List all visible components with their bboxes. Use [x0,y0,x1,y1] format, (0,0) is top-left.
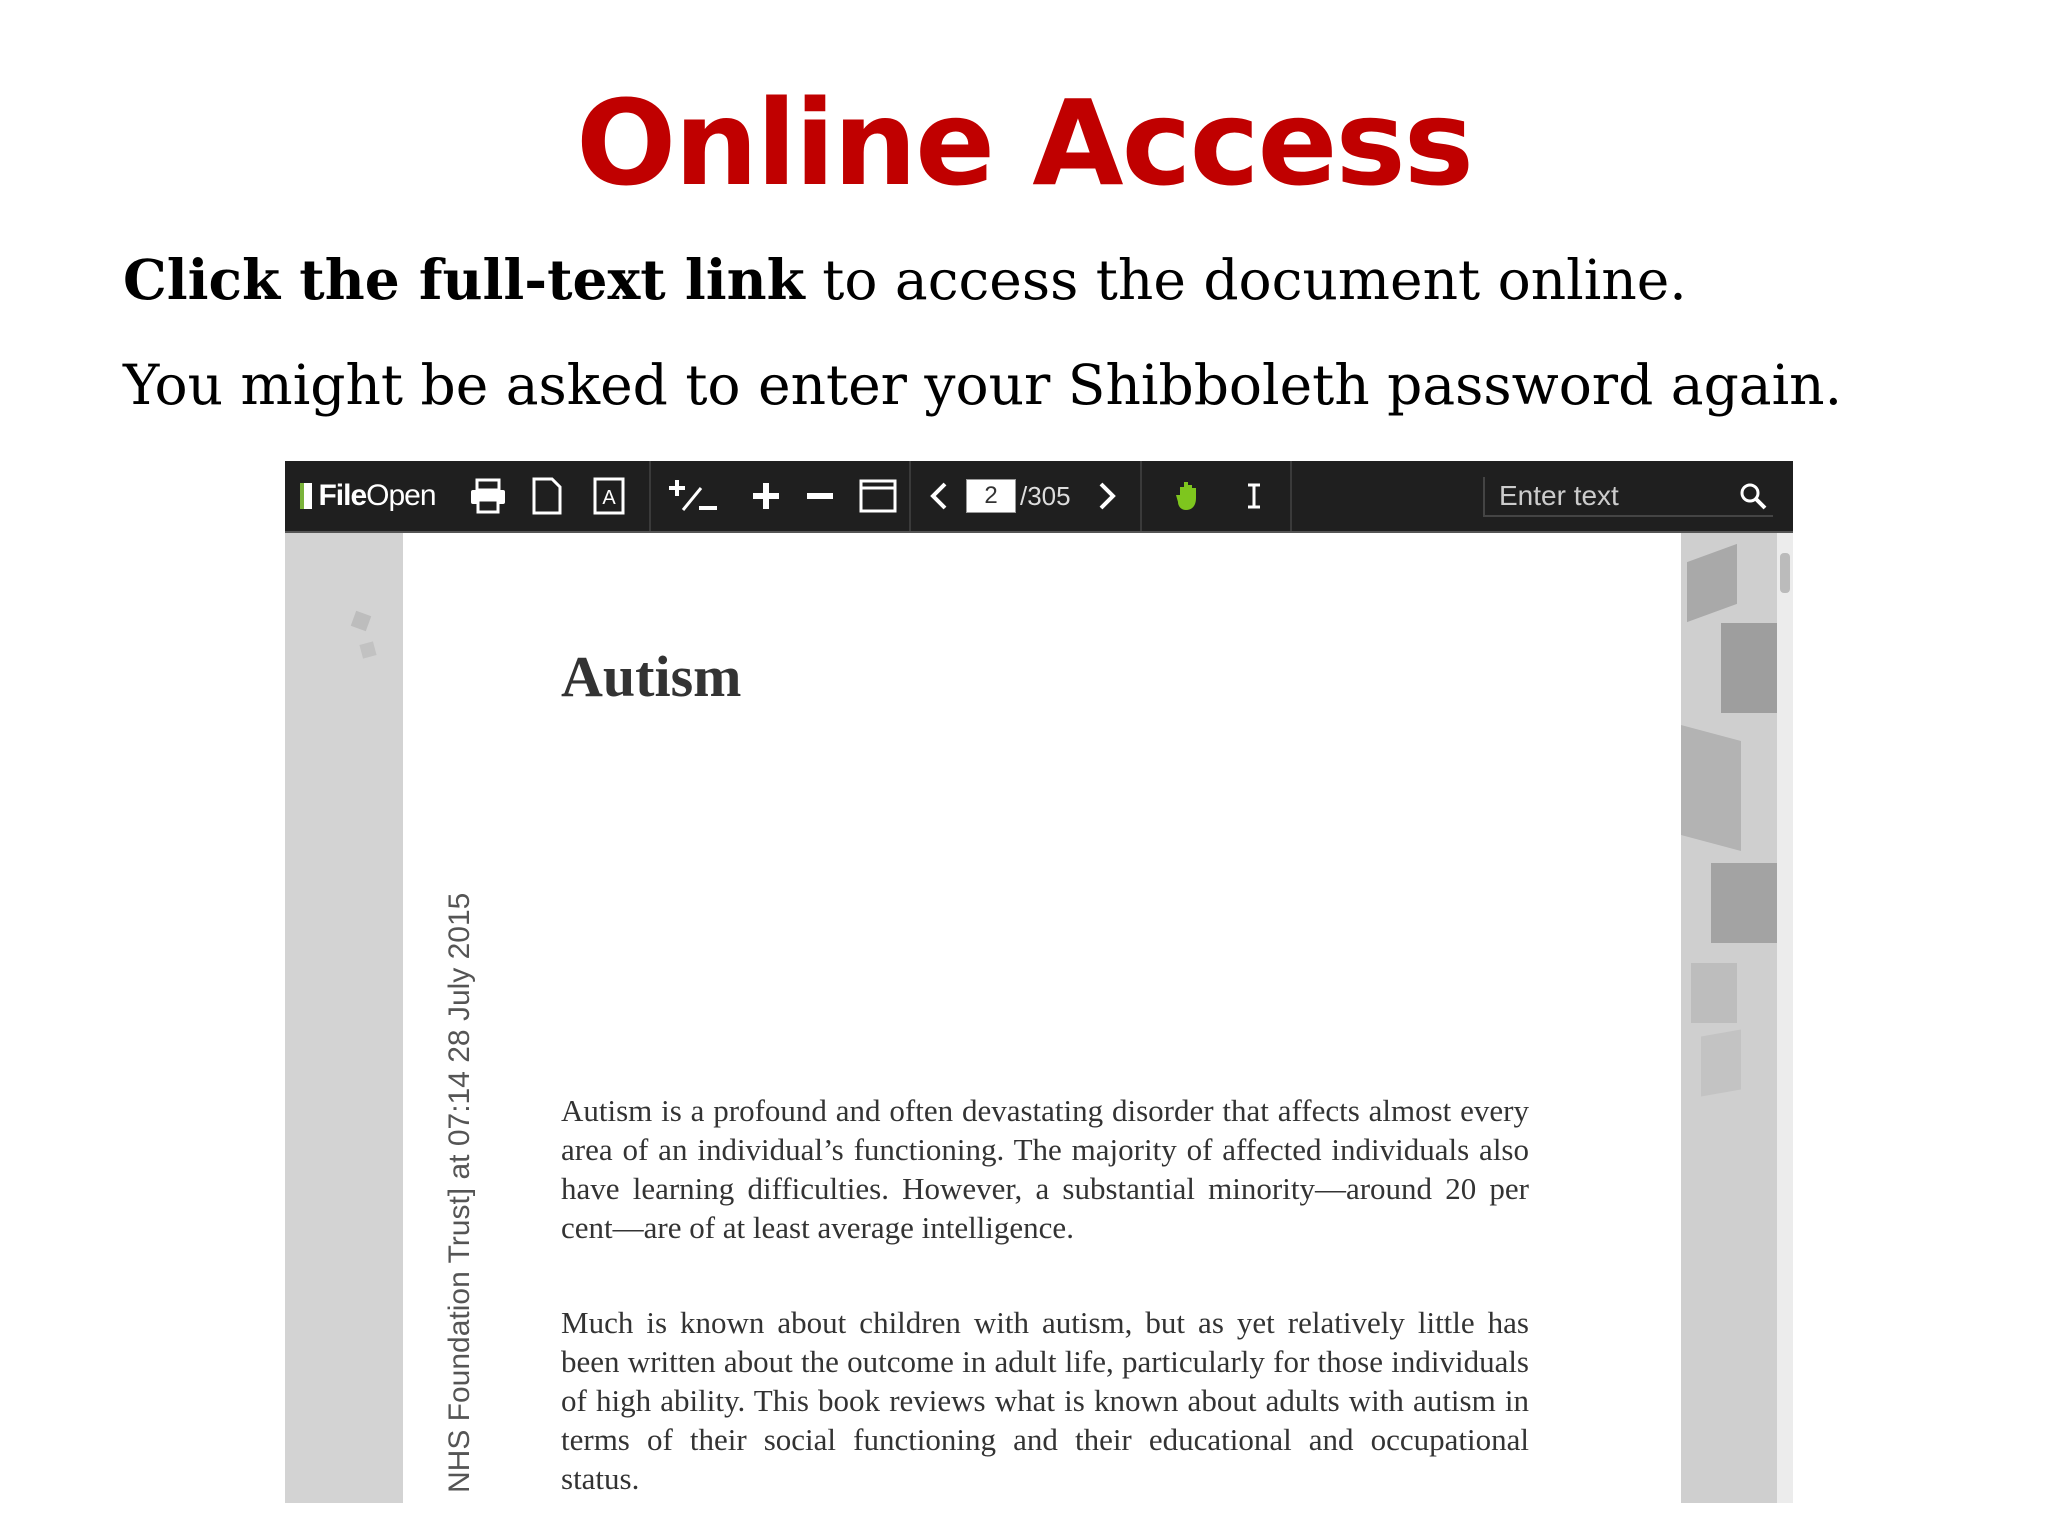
left-gutter [285,533,403,1503]
instruction-rest: to access the document online. [804,248,1687,312]
viewer-toolbar [285,461,1793,533]
document-page [403,533,1681,1503]
gutter-decoration [1687,544,1737,622]
gutter-decoration [1691,963,1737,1023]
logo-text: Open [366,479,436,512]
zoom-out-icon[interactable] [798,461,842,531]
fileopen-logo-mark [300,483,312,509]
gutter-decoration [1681,725,1741,851]
zoom-toggle-icon[interactable] [660,461,726,531]
instruction-bold: Click the full-text link [123,247,805,312]
instruction-line-1 [123,245,1687,315]
text-icon[interactable] [585,461,635,531]
gutter-decoration [1701,1029,1741,1096]
hand-tool-icon[interactable] [1161,461,1217,531]
zoom-in-icon[interactable] [741,461,791,531]
instruction-line-2: You might be asked to enter your Shibboleth password again. [123,353,1843,417]
document-paragraph: Much is known about children with autism, but as yet relatively little has been written about the outcome in adult life, particularly for those individuals of high ability. This book reviews what is known about adults with autism in terms of their social functioning and their educational and occupational status. [561,1305,1529,1496]
print-icon[interactable] [460,461,516,531]
gutter-decoration [1711,863,1777,943]
logo-text-bold: File [318,479,367,512]
fit-window-icon[interactable] [853,461,903,531]
gutter-decoration [351,611,372,632]
toolbar-separator [1140,461,1142,531]
fileopen-logo [293,461,443,531]
next-page-icon[interactable] [1089,461,1125,531]
toolbar-separator [909,461,911,531]
search-icon[interactable] [1729,461,1777,531]
vertical-scrollbar[interactable] [1777,533,1793,1503]
watermark-text: NHS Foundation Trust] at 07:14 28 July 2015 [443,892,476,1493]
scrollbar-thumb[interactable] [1780,553,1790,593]
document-title: Autism [561,644,742,709]
download-watermark [413,583,476,1503]
svg-text:A: A [602,487,616,509]
page-number-input[interactable]: 2 [966,479,1016,513]
text-select-icon[interactable] [1229,461,1279,531]
toolbar-separator [1290,461,1292,531]
toolbar-separator [649,461,651,531]
page-icon[interactable] [522,461,572,531]
right-gutter [1681,533,1777,1503]
gutter-decoration [1721,623,1777,713]
search-placeholder: Enter text [1499,480,1619,511]
prev-page-icon[interactable] [921,461,957,531]
document-paragraph: Autism is a profound and often devastating disorder that affects almost every area of an individual’s functioning. The majority of affected individuals also have learning difficulties. However, a substantial minority—around 20 per cent—are of at least average intelligence. [561,1093,1529,1245]
page-total: /305 [1020,480,1071,511]
slide-title: Online Access [575,74,1473,212]
gutter-decoration [359,641,376,658]
pdf-viewer-screenshot [285,461,1793,1503]
